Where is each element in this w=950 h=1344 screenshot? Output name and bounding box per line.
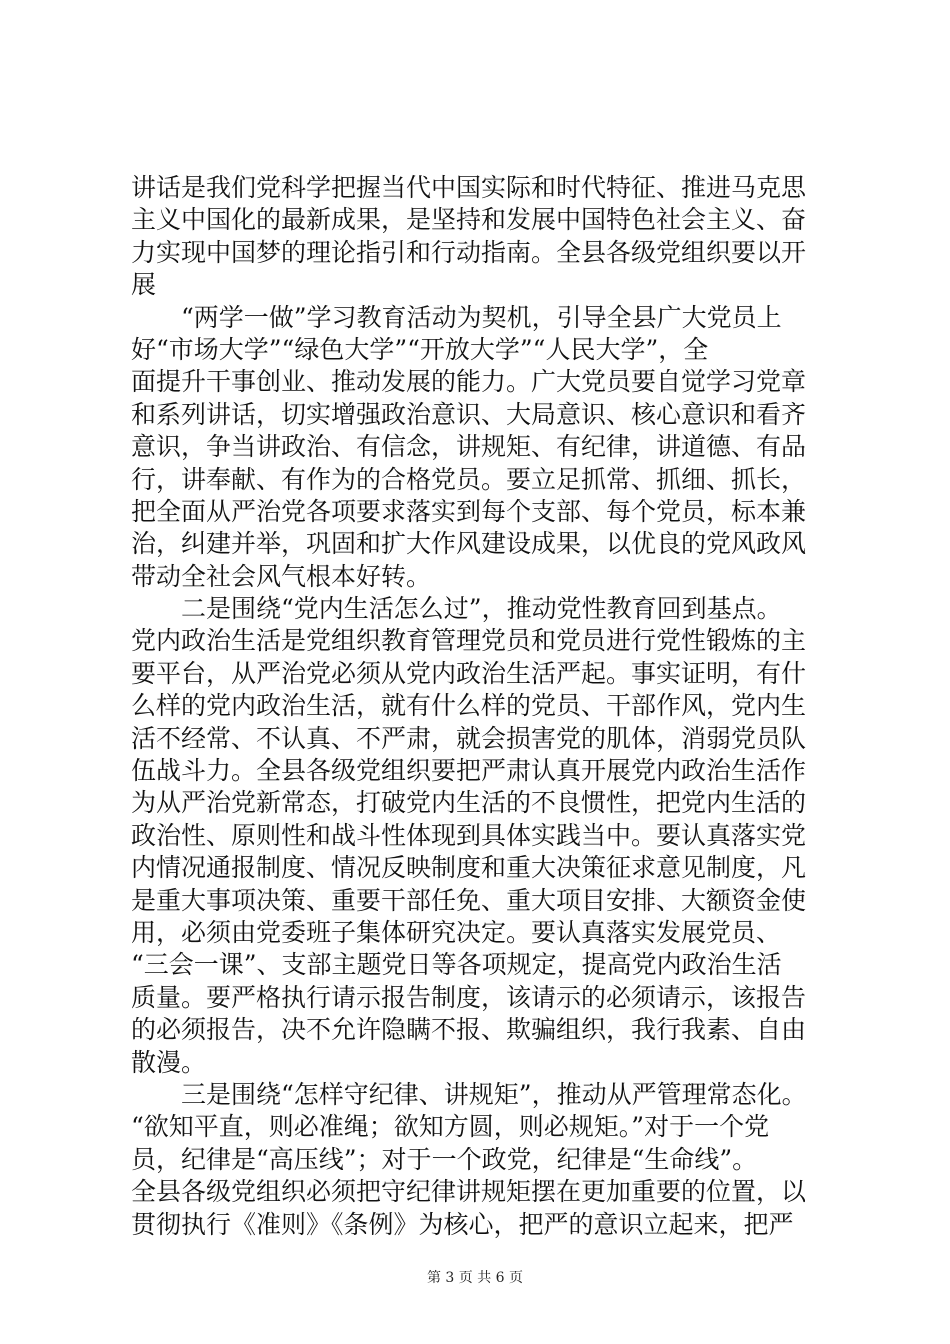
text-line: 好“市场大学”“绿色大学”“开放大学”“人民大学”，全 [131, 334, 709, 364]
text-line: 么样的党内政治生活，就有什么样的党员、干部作风，党内生 [131, 691, 807, 721]
text-line: 讲话是我们党科学把握当代中国实际和时代特征、推进马克思 [131, 173, 807, 202]
text-line: 把全面从严治党各项要求落实到每个支部、每个党员，标本兼 [131, 496, 807, 526]
text-line: 活不经常、不认真、不严肃，就会损害党的肌体，消弱党员队 [131, 723, 807, 753]
text-line: 主义中国化的最新成果，是坚持和发展中国特色社会主义、奋 [131, 205, 807, 235]
text-line: 行，讲奉献、有作为的合格党员。要立足抓常、抓细、抓长， [131, 464, 807, 494]
text-line: 展 [131, 270, 157, 300]
text-line: “欲知平直，则必准绳；欲知方圆，则必规矩。”对于一个党 [131, 1112, 770, 1142]
text-line: 贯彻执行《准则》《条例》为核心，把严的意识立起来，把严 [131, 1209, 794, 1239]
text-line: 质量。要严格执行请示报告制度，该请示的必须请示，该报告 [131, 982, 807, 1012]
text-line: 散漫。 [131, 1047, 207, 1077]
text-line: 员，纪律是“高压线”；对于一个政党，纪律是“生命线”。 [131, 1144, 758, 1174]
text-line: 伍战斗力。全县各级党组织要把严肃认真开展党内政治生活作 [131, 756, 807, 786]
text-line: 意识，争当讲政治、有信念，讲规矩、有纪律，讲道德、有品 [131, 432, 807, 462]
text-line: 政治性、原则性和战斗性体现到具体实践当中。要认真落实党 [131, 820, 807, 850]
text-line: 党内政治生活是党组织教育管理党员和党员进行党性锻炼的主 [131, 626, 807, 656]
text-line: 的必须报告，决不允许隐瞒不报、欺骗组织，我行我素、自由 [131, 1015, 807, 1045]
text-line: 二是围绕“党内生活怎么过”，推动党性教育回到基点。 [131, 594, 782, 624]
text-line: 要平台，从严治党必须从党内政治生活严起。事实证明，有什 [131, 658, 807, 688]
text-line: “三会一课”、支部主题党日等各项规定，提高党内政治生活 [131, 950, 782, 980]
text-line: 三是围绕“怎样守纪律、讲规矩”，推动从严管理常态化。 [131, 1079, 807, 1109]
text-line: 全县各级党组织必须把守纪律讲规矩摆在更加重要的位置，以 [131, 1177, 807, 1207]
text-line: 用，必须由党委班子集体研究决定。要认真落实发展党员、 [131, 917, 782, 947]
text-line: 是重大事项决策、重要干部任免、重大项目安排、大额资金使 [131, 885, 807, 915]
text-line: 力实现中国梦的理论指引和行动指南。全县各级党组织要以开 [131, 237, 807, 267]
text-line: 和系列讲话，切实增强政治意识、大局意识、核心意识和看齐 [131, 399, 807, 429]
text-line: 面提升干事创业、推动发展的能力。广大党员要自觉学习党章 [131, 367, 807, 397]
text-line: 带动全社会风气根本好转。 [131, 561, 432, 591]
document-body [131, 172, 826, 1241]
text-line: 为从严治党新常态，打破党内生活的不良惯性，把党内生活的 [131, 788, 807, 818]
text-line: 治，纠建并举，巩固和扩大作风建设成果，以优良的党风政风 [131, 529, 807, 559]
page-footer: 第 3 页 共 6 页 [426, 1270, 524, 1286]
text-line: 内情况通报制度、情况反映制度和重大决策征求意见制度，凡 [131, 853, 807, 883]
text-line: “两学一做”学习教育活动为契机，引导全县广大党员上 [131, 302, 782, 332]
